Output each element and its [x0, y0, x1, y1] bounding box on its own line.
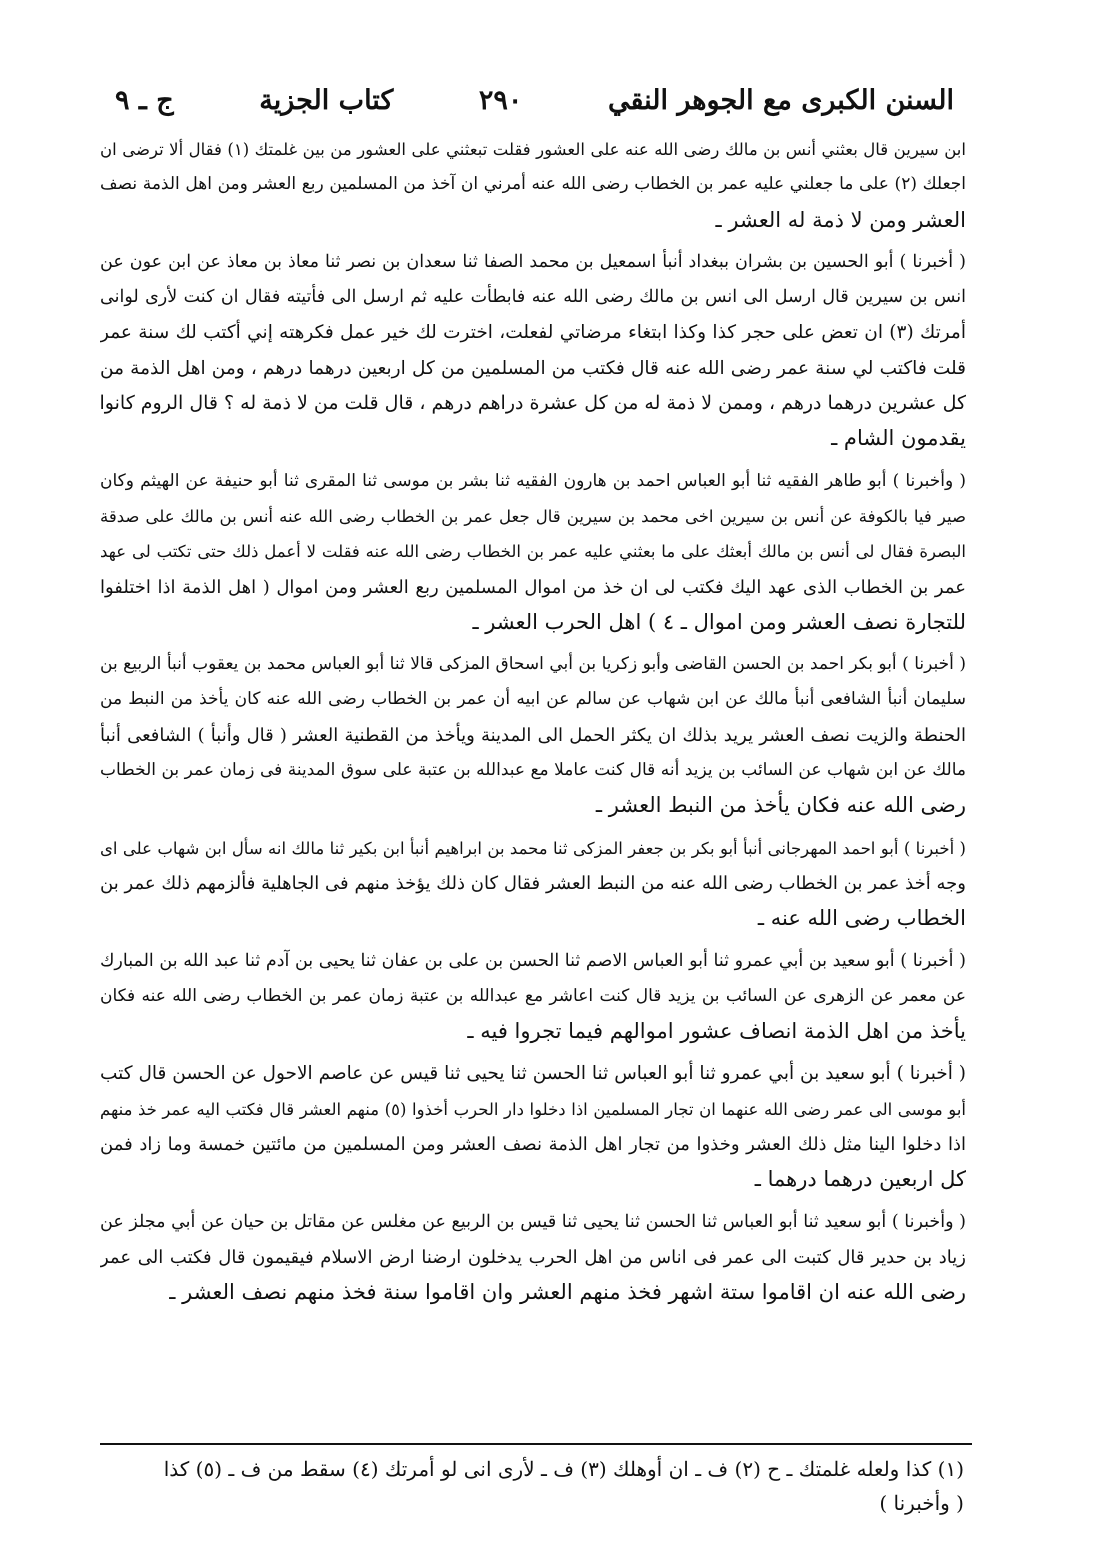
footnote-line: ( وأخبرنا ): [879, 1491, 964, 1515]
paragraph: [100, 1205, 966, 1311]
page-header: [115, 78, 954, 122]
paragraph: [100, 464, 966, 640]
text-line: كل اربعين درهما درهما ـ: [754, 1167, 966, 1192]
paragraph: [100, 1056, 966, 1197]
paragraph: [100, 647, 966, 823]
footnotes: [100, 1452, 964, 1520]
chapter-title: كتاب الجزية: [259, 84, 394, 116]
text-line: سليمان أنبأ الشافعى أنبأ مالك عن ابن شهاب عن سالم عن ابيه أن عمر بن الخطاب رضى الله عنه كان يأخذ من النبط من: [100, 689, 966, 710]
text-line: صير فيا بالكوفة عن أنس بن سيرين اخى محمد بن سيرين قال جعل عمر بن الخطاب رضى الله عنه أنس بن مالك على صدقة: [100, 506, 966, 526]
paragraph: [100, 132, 966, 238]
text-line: ( وأخبرنا ) أبو سعيد ثنا أبو العباس ثنا الحسن ثنا يحيى ثنا قيس بن الربيع عن مغلس عن مقاتل بن حيان عن أبي مجلز عن: [100, 1211, 966, 1232]
text-line: كل عشرين درهما درهم ، وممن لا ذمة له من كل عشرة دراهم درهم ، قال قلت من لا ذمة له ؟ قال الروم كانوا: [100, 392, 966, 415]
text-line: ( أخبرنا ) أبو الحسين بن بشران ببغداد أنبأ اسمعيل بن محمد الصفا ثنا سعدان بن نصر ثنا معاذ بن معاذ عن ابن عون عن: [100, 251, 966, 272]
text-line: ( أخبرنا ) أبو احمد المهرجانى أنبأ أبو بكر بن جعفر المزكى ثنا محمد بن ابراهيم أنبأ ابن بكير ثنا مالك انه سأل ابن شهاب على اى: [100, 838, 966, 858]
text-line: عمر بن الخطاب الذى عهد اليك فكتب لى ان خذ من اموال المسلمين ربع العشر ومن اموال ( اهل الذمة اذا اختلفوا: [100, 576, 966, 598]
paragraph: [100, 245, 966, 457]
text-line: الحنطة والزيت نصف العشر يريد بذلك ان يكثر الحمل الى المدينة ويأخذ من القطنية العشر ( قال وأنبأ ) الشافعى أنبأ: [100, 724, 966, 746]
text-line: وجه أخذ عمر بن الخطاب رضى الله عنه من النبط العشر فقال كان ذلك يؤخذ منهم فى الجاهلية فألزمهم ذلك عمر بن: [100, 872, 966, 894]
text-line: رضى الله عنه فكان يأخذ من النبط العشر ـ: [595, 793, 966, 818]
page-number: ٢٩٠: [478, 84, 523, 116]
text-line: ( أخبرنا ) أبو سعيد بن أبي عمرو ثنا أبو العباس ثنا الحسن ثنا يحيى ثنا قيس عن عاصم الاحول عن الحسن قال كتب: [100, 1063, 966, 1085]
text-line: ( وأخبرنا ) أبو طاهر الفقيه ثنا أبو العباس احمد بن هارون الفقيه ثنا بشر بن موسى ثنا المقرى ثنا أبو حنيفة عن الهيثم وكان: [100, 470, 966, 491]
text-line: يقدمون الشام ـ: [831, 426, 966, 451]
text-line: قلت فاكتب لي سنة عمر رضى الله عنه قال فكتب من المسلمين من كل اربعين درهما درهم ، ومن اهل الذمة من: [100, 357, 966, 379]
text-line: للتجارة نصف العشر ومن اموال ـ ٤ ) اهل الحرب العشر ـ: [472, 609, 966, 634]
footnote-line: (١) كذا ولعله غلمتك ـ ح (٢) ف ـ ان أوهلك (٣) ف ـ لأرى انى لو أمرتك (٤) سقط من ف ـ (٥) كذا: [163, 1457, 964, 1481]
text-line: اذا دخلوا الينا مثل ذلك العشر وخذوا من تجار اهل الذمة نصف العشر ومن المسلمين من مائتين خمسة وما زاد فمن: [100, 1134, 966, 1156]
main-text: [100, 132, 966, 1318]
text-line: ابن سيرين قال بعثني أنس بن مالك رضى الله عنه على العشور فقلت تبعثني على العشور من بين غلمتك (١) فقال ألا ترضى ان: [100, 140, 966, 159]
text-line: عن معمر عن الزهرى عن السائب بن يزيد قال كنت اعاشر مع عبدالله بن عتبة زمان عمر بن الخطاب رضى الله عنه فكان: [100, 985, 966, 1006]
footnote-divider: [100, 1443, 972, 1445]
text-line: أمرتك (٣) ان تعض على حجر كذا وكذا ابتغاء مرضاتي لفعلت، اخترت لك خير عمل فكرهته إني أكتب لك سنة عمر: [100, 322, 966, 344]
text-line: العشر ومن لا ذمة له العشر ـ: [715, 207, 966, 232]
text-line: الخطاب رضى الله عنه ـ: [757, 906, 966, 931]
book-title: السنن الكبرى مع الجوهر النقي: [607, 84, 954, 116]
text-line: اجعلك (٢) على ما جعلني عليه عمر بن الخطاب رضى الله عنه أمرني ان آخذ من المسلمين ربع العشر ومن اهل الذمة نصف: [100, 174, 966, 195]
text-line: أبو موسى الى عمر رضى الله عنهما ان تجار المسلمين اذا دخلوا دار الحرب أخذوا (٥) منهم العشر قال فكتب اليه عمر خذ منهم: [100, 1099, 966, 1119]
text-line: البصرة فقال لى أنس بن مالك أبعثك على ما بعثني عليه عمر بن الخطاب رضى الله عنه فقلت لا أعمل ذلك حتى تكتب لى عهد: [100, 542, 966, 562]
volume-number: ج ـ ٩: [115, 84, 174, 116]
text-line: ( أخبرنا ) أبو بكر احمد بن الحسن القاضى وأبو زكريا بن أبي اسحاق المزكى قالا ثنا أبو العباس محمد بن يعقوب أنبأ الربيع بن: [100, 654, 966, 675]
text-line: يأخذ من اهل الذمة انصاف عشور اموالهم فيما تجروا فيه ـ: [467, 1019, 966, 1044]
text-line: زياد بن حدير قال كتبت الى عمر فى اناس من اهل الحرب يدخلون ارضنا ارض الاسلام فيقيمون قال فكتب الى عمر: [100, 1246, 966, 1268]
text-line: رضى الله عنه ان اقاموا ستة اشهر فخذ منهم العشر وان اقاموا سنة فخذ منهم نصف العشر ـ: [169, 1280, 966, 1305]
text-line: انس بن سيرين قال ارسل الى انس بن مالك رضى الله عنه فابطأت عليه ثم ارسل الى فأتيته فقال ان كنت لأرى لوانى: [100, 287, 966, 308]
paragraph: [100, 831, 966, 937]
paragraph: [100, 944, 966, 1050]
text-line: ( أخبرنا ) أبو سعيد بن أبي عمرو ثنا أبو العباس الاصم ثنا الحسن بن على بن عفان ثنا يحيى بن آدم ثنا عبد الله بن المبارك: [100, 950, 966, 971]
text-line: مالك عن ابن شهاب عن السائب بن يزيد أنه قال كنت عاملا مع عبدالله بن عتبة على سوق المدينة فى زمان عمر بن الخطاب: [100, 760, 966, 781]
